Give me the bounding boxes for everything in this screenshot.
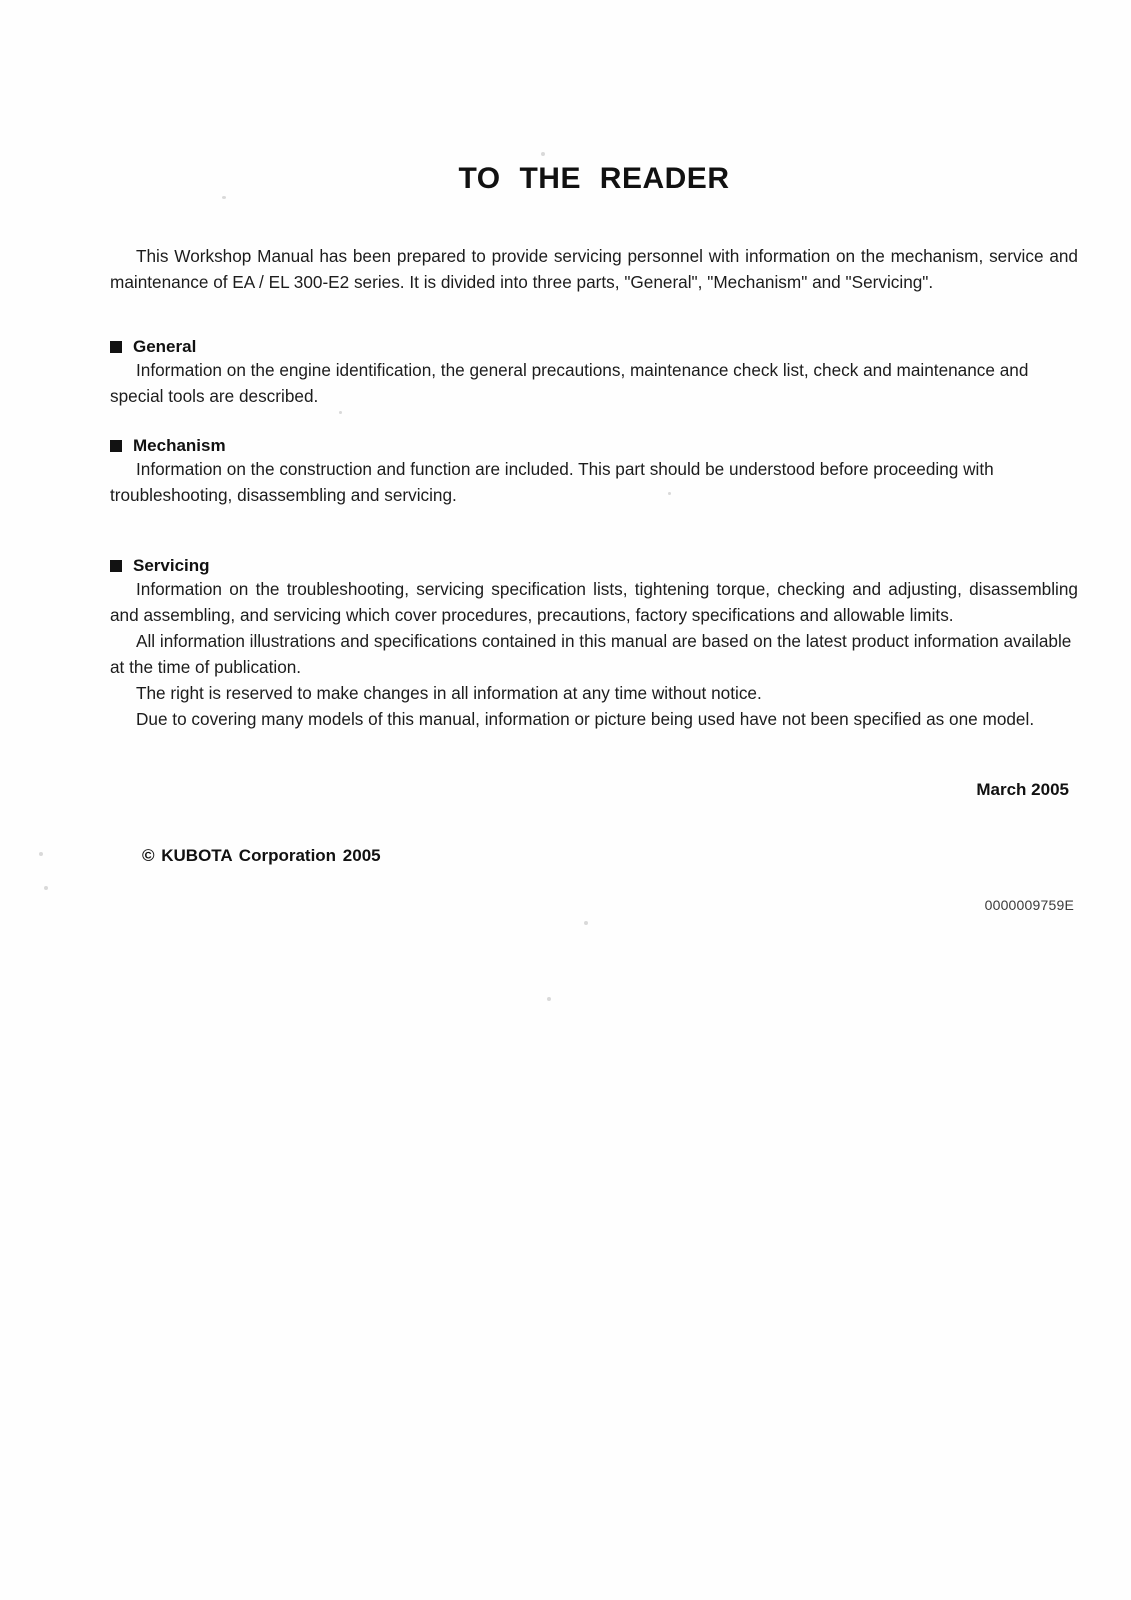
black-square-bullet-icon — [110, 341, 122, 353]
black-square-bullet-icon — [110, 560, 122, 572]
intro-paragraph: This Workshop Manual has been prepared to provide servicing personnel with information on the mechanism, service and maintenance of EA / EL 300-E2 series. It is divided into three parts, "General", "Mechanism" and "Servicing". — [110, 246, 1078, 292]
scan-speck — [44, 886, 48, 890]
scan-speck — [547, 997, 551, 1001]
copyright-notice: © KUBOTA Corporation 2005 — [142, 846, 381, 865]
closing-paragraph-1: All information illustrations and specifications contained in this manual are based on the latest product information available at the time of publication. — [110, 631, 1072, 677]
section-body-mechanism: Information on the construction and function are included. This part should be understood before proceeding with troubleshooting, disassembling and servicing. — [110, 459, 994, 505]
section-body-general: Information on the engine identification, the general precautions, maintenance check list, check and maintenance and special tools are described. — [110, 360, 1029, 406]
page-content — [110, 0, 1078, 913]
section-heading-servicing-label: Servicing — [133, 556, 210, 575]
black-square-bullet-icon — [110, 440, 122, 452]
section-heading-mechanism-label: Mechanism — [133, 436, 226, 455]
section-heading-general — [110, 337, 1078, 357]
closing-paragraph-2: The right is reserved to make changes in all information at any time without notice. — [136, 683, 762, 703]
document-number: 0000009759E — [984, 897, 1074, 913]
scan-speck — [584, 921, 588, 925]
intro-block — [110, 243, 1078, 295]
scan-speck — [39, 852, 43, 856]
section-heading-servicing — [110, 556, 1078, 576]
section-heading-general-label: General — [133, 337, 197, 356]
closing-paragraph-3: Due to covering many models of this manual, information or picture being used have not been specified as one model. — [136, 709, 1035, 729]
section-heading-mechanism — [110, 436, 1078, 456]
publication-date: March 2005 — [976, 780, 1069, 799]
section-body-servicing: Information on the troubleshooting, servicing specification lists, tightening torque, checking and adjusting, disassembling and assembling, and servicing which cover procedures, precautions, factory specifications and allowable limits. — [110, 579, 1078, 625]
page-title: TO THE READER — [458, 162, 730, 195]
